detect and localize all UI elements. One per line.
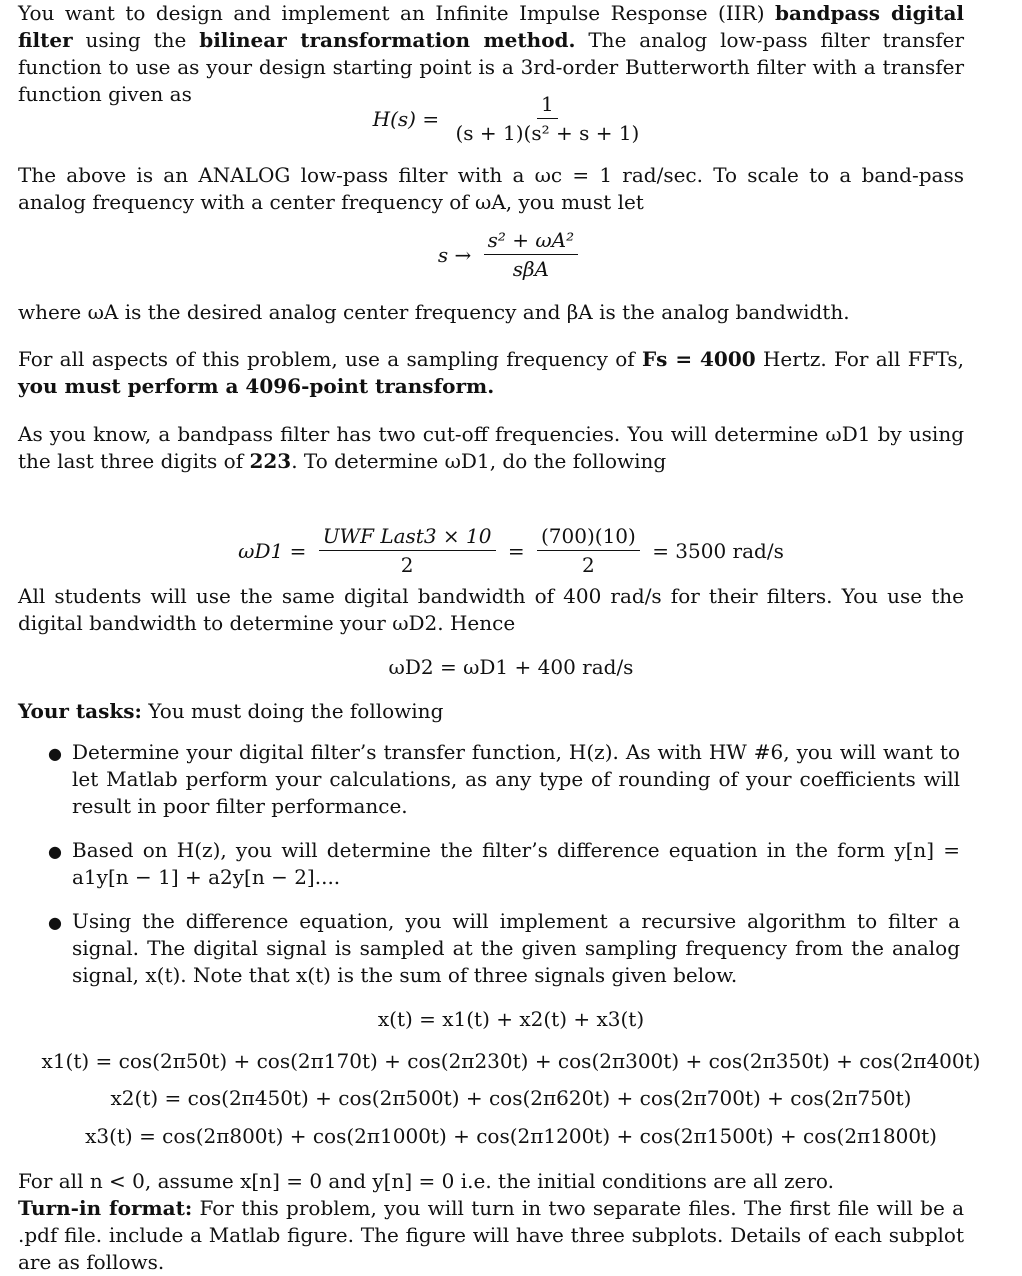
equation-transfer-function: H(s) = $\frac{1}{\text{(s + 1)(s² + s + 1)}}$ [372,92,640,145]
task-item-3: Using the difference equation, you will implement a recursive algorithm to filter a signal. The digital signal is sampled at the given sampling frequency from the analog signal, x(t). Note that x(t) is the sum of three signals given below. [72,909,960,987]
equation-wd2: ωD2 = ωD1 + 400 rad/s [388,655,634,679]
where-paragraph: where ωA is the desired analog center frequency and βA is the analog bandwidth. [18,300,850,324]
sampling-paragraph: For all aspects of this problem, use a sampling frequency of Fs = 4000 Hertz. For all FFTs, you must perform a 4096-point transform. [18,347,965,398]
bullet-icon: ● [48,913,62,932]
equation-xt: x(t) = x1(t) + x2(t) + x3(t) [377,1007,645,1031]
equation-substitution: s → $\frac{\text{s² + ωA²}}{\text{sβA}}$ [0,228,1022,281]
bullet-icon: ● [48,842,62,861]
bandwidth-paragraph: All students will use the same digital bandwidth of 400 rad/s for their filters. You use the digital bandwidth to determine your ωD2. Hence [18,584,964,635]
turnin-paragraph: Turn-in format: For this problem, you will turn in two separate files. The first file will be a .pdf file. include a Matlab figure. The figure will have three subplots. Details of each subplot are as follows. [18,1196,965,1274]
equation-x1: x1(t) = cos(2π50t) + cos(2π170t) + cos(2π230t) + cos(2π300t) + cos(2π350t) + cos(2π400t) [41,1049,981,1073]
equation-x2: x2(t) = cos(2π450t) + cos(2π500t) + cos(2π620t) + cos(2π700t) + cos(2π750t) [110,1086,912,1110]
task-item-1: Determine your digital filter’s transfer function, H(z). As with HW #6, you will want to let Matlab perform your calculations, as any type of rounding of your coefficients will result in poor filter performance. [72,740,960,818]
bullet-icon: ● [48,744,62,763]
analog-paragraph: The above is an ANALOG low-pass filter with a ωc = 1 rad/sec. To scale to a band-pass analog frequency with a center frequency of ωA, you must let [18,163,964,214]
equation-wd1: ωD1 = $\frac{\text{UWF Last3 × 10}}{2}$ = $\frac{(700)(10)}{2}$ = 3500 rad/s [238,524,784,577]
intro-paragraph: You want to design and implement an Infinite Impulse Response (IIR) bandpass digital filter using the bilinear transformation method. The analog low-pass filter transfer function to use as your design starting point is a 3rd-order Butterworth filter with a transfer function given as [18,1,964,106]
equation-x3: x3(t) = cos(2π800t) + cos(2π1000t) + cos(2π1200t) + cos(2π1500t) + cos(2π1800t) [85,1124,937,1148]
task-item-2: Based on H(z), you will determine the filter’s difference equation in the form y[n] = a1y[n − 1] + a2y[n − 2].... [72,838,960,889]
cutoff-paragraph: As you know, a bandpass filter has two cut-off frequencies. You will determine ωD1 by using the last three digits of 223. To determine ωD1, do the following [18,422,964,473]
tasks-heading: Your tasks: You must doing the following [18,699,444,723]
initial-conditions-paragraph: For all n < 0, assume x[n] = 0 and y[n] = 0 i.e. the initial conditions are all zero. [18,1169,834,1193]
intro-bold-bilinear: bilinear transformation method. [199,28,576,52]
intro-bold-bandpass: bandpass digital filter [18,1,964,52]
